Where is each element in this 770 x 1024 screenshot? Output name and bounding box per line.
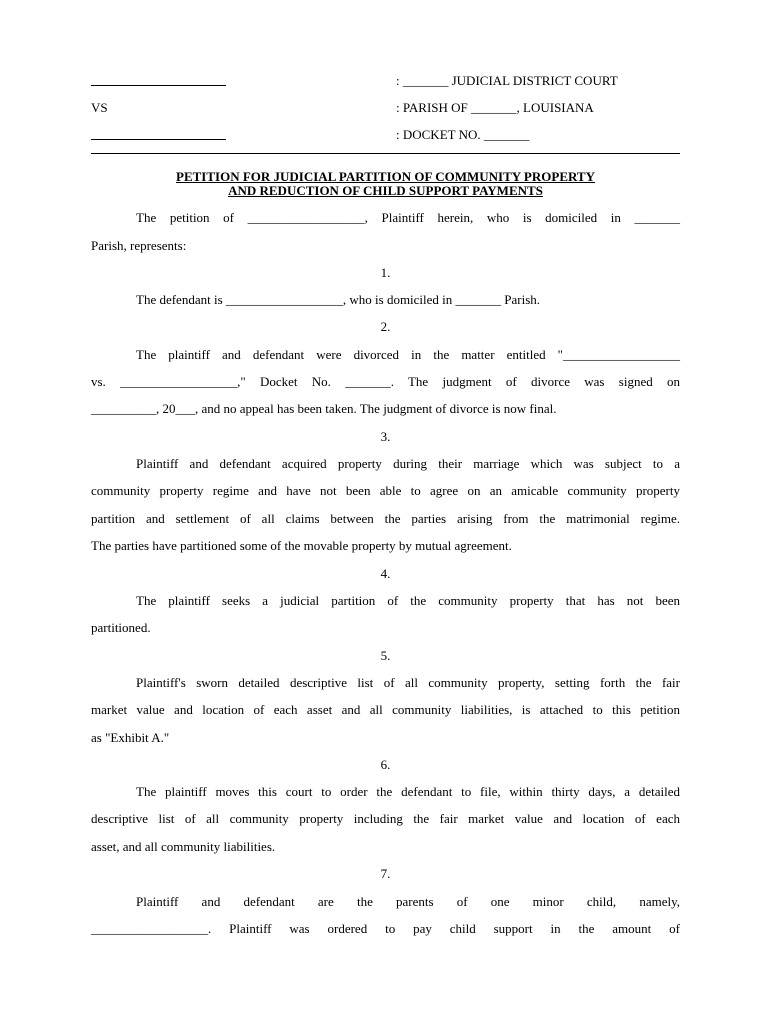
paragraph-number-4: 4. xyxy=(380,566,391,581)
paragraph-4-line-2: partitioned. xyxy=(91,620,151,635)
paragraph-number-3: 3. xyxy=(380,429,391,444)
caption-row-docket xyxy=(91,127,681,143)
paragraph-6-line-1: The plaintiff moves this court to order the defendant to file, within thirty days, a detailed xyxy=(136,784,680,799)
title-line-2: AND REDUCTION OF CHILD SUPPORT PAYMENTS xyxy=(228,183,543,198)
defendant-name-blank xyxy=(91,127,226,140)
paragraph-3-line-1: Plaintiff and defendant acquired property during their marriage which was subject to a xyxy=(136,456,680,471)
paragraph-1-line-1: The defendant is __________________, who is domiciled in _______ Parish. xyxy=(136,292,541,307)
paragraph-7-line-1: Plaintiff and defendant are the parents of one minor child, namely, xyxy=(136,894,680,909)
paragraph-number-1: 1. xyxy=(380,265,391,280)
paragraph-5-line-1: Plaintiff's sworn detailed descriptive list of all community property, setting forth the fair xyxy=(136,675,680,690)
intro-line-1: The petition of __________________, Plaintiff herein, who is domiciled in _______ xyxy=(136,210,680,225)
caption-row-parish xyxy=(91,100,681,116)
paragraph-number-6: 6. xyxy=(380,757,391,772)
paragraph-2-line-1: The plaintiff and defendant were divorced in the matter entitled "__________________ xyxy=(136,347,680,362)
paragraph-2-line-3: __________, 20___, and no appeal has been taken. The judgment of divorce is now final. xyxy=(91,401,557,416)
paragraph-3-line-3: partition and settlement of all claims between the parties arising from the matrimonial regime. xyxy=(91,511,680,526)
paragraph-3-line-4: The parties have partitioned some of the movable property by mutual agreement. xyxy=(91,538,512,553)
paragraph-4-line-1: The plaintiff seeks a judicial partition of the community property that has not been xyxy=(136,593,680,608)
plaintiff-name-blank xyxy=(91,73,226,86)
paragraph-5-line-3: as "Exhibit A." xyxy=(91,730,170,745)
paragraph-6-line-2: descriptive list of all community property including the fair market value and location of each xyxy=(91,811,680,826)
vs-label: VS xyxy=(91,100,108,115)
docket-line: : DOCKET NO. _______ xyxy=(396,127,530,142)
intro-line-2: Parish, represents: xyxy=(91,238,187,253)
paragraph-number-5: 5. xyxy=(380,648,391,663)
paragraph-2-line-2: vs. __________________," Docket No. _______. The judgment of divorce was signed on xyxy=(91,374,680,389)
paragraph-5-line-2: market value and location of each asset and all community liabilities, is attached to this petition xyxy=(91,702,680,717)
parish-line: : PARISH OF _______, LOUISIANA xyxy=(396,100,594,115)
paragraph-6-line-3: asset, and all community liabilities. xyxy=(91,839,276,854)
paragraph-number-2: 2. xyxy=(380,319,391,334)
paragraph-3-line-2: community property regime and have not been able to agree on an amicable community property xyxy=(91,483,680,498)
paragraph-number-7: 7. xyxy=(380,866,391,881)
court-line: : _______ JUDICIAL DISTRICT COURT xyxy=(396,73,618,88)
petition-title xyxy=(91,170,680,198)
title-line-1: PETITION FOR JUDICIAL PARTITION OF COMMUNITY PROPERTY xyxy=(176,169,595,184)
caption-divider xyxy=(91,153,680,154)
caption-row-court xyxy=(91,73,681,89)
paragraph-7-line-2: __________________. Plaintiff was ordered to pay child support in the amount of xyxy=(91,921,680,936)
